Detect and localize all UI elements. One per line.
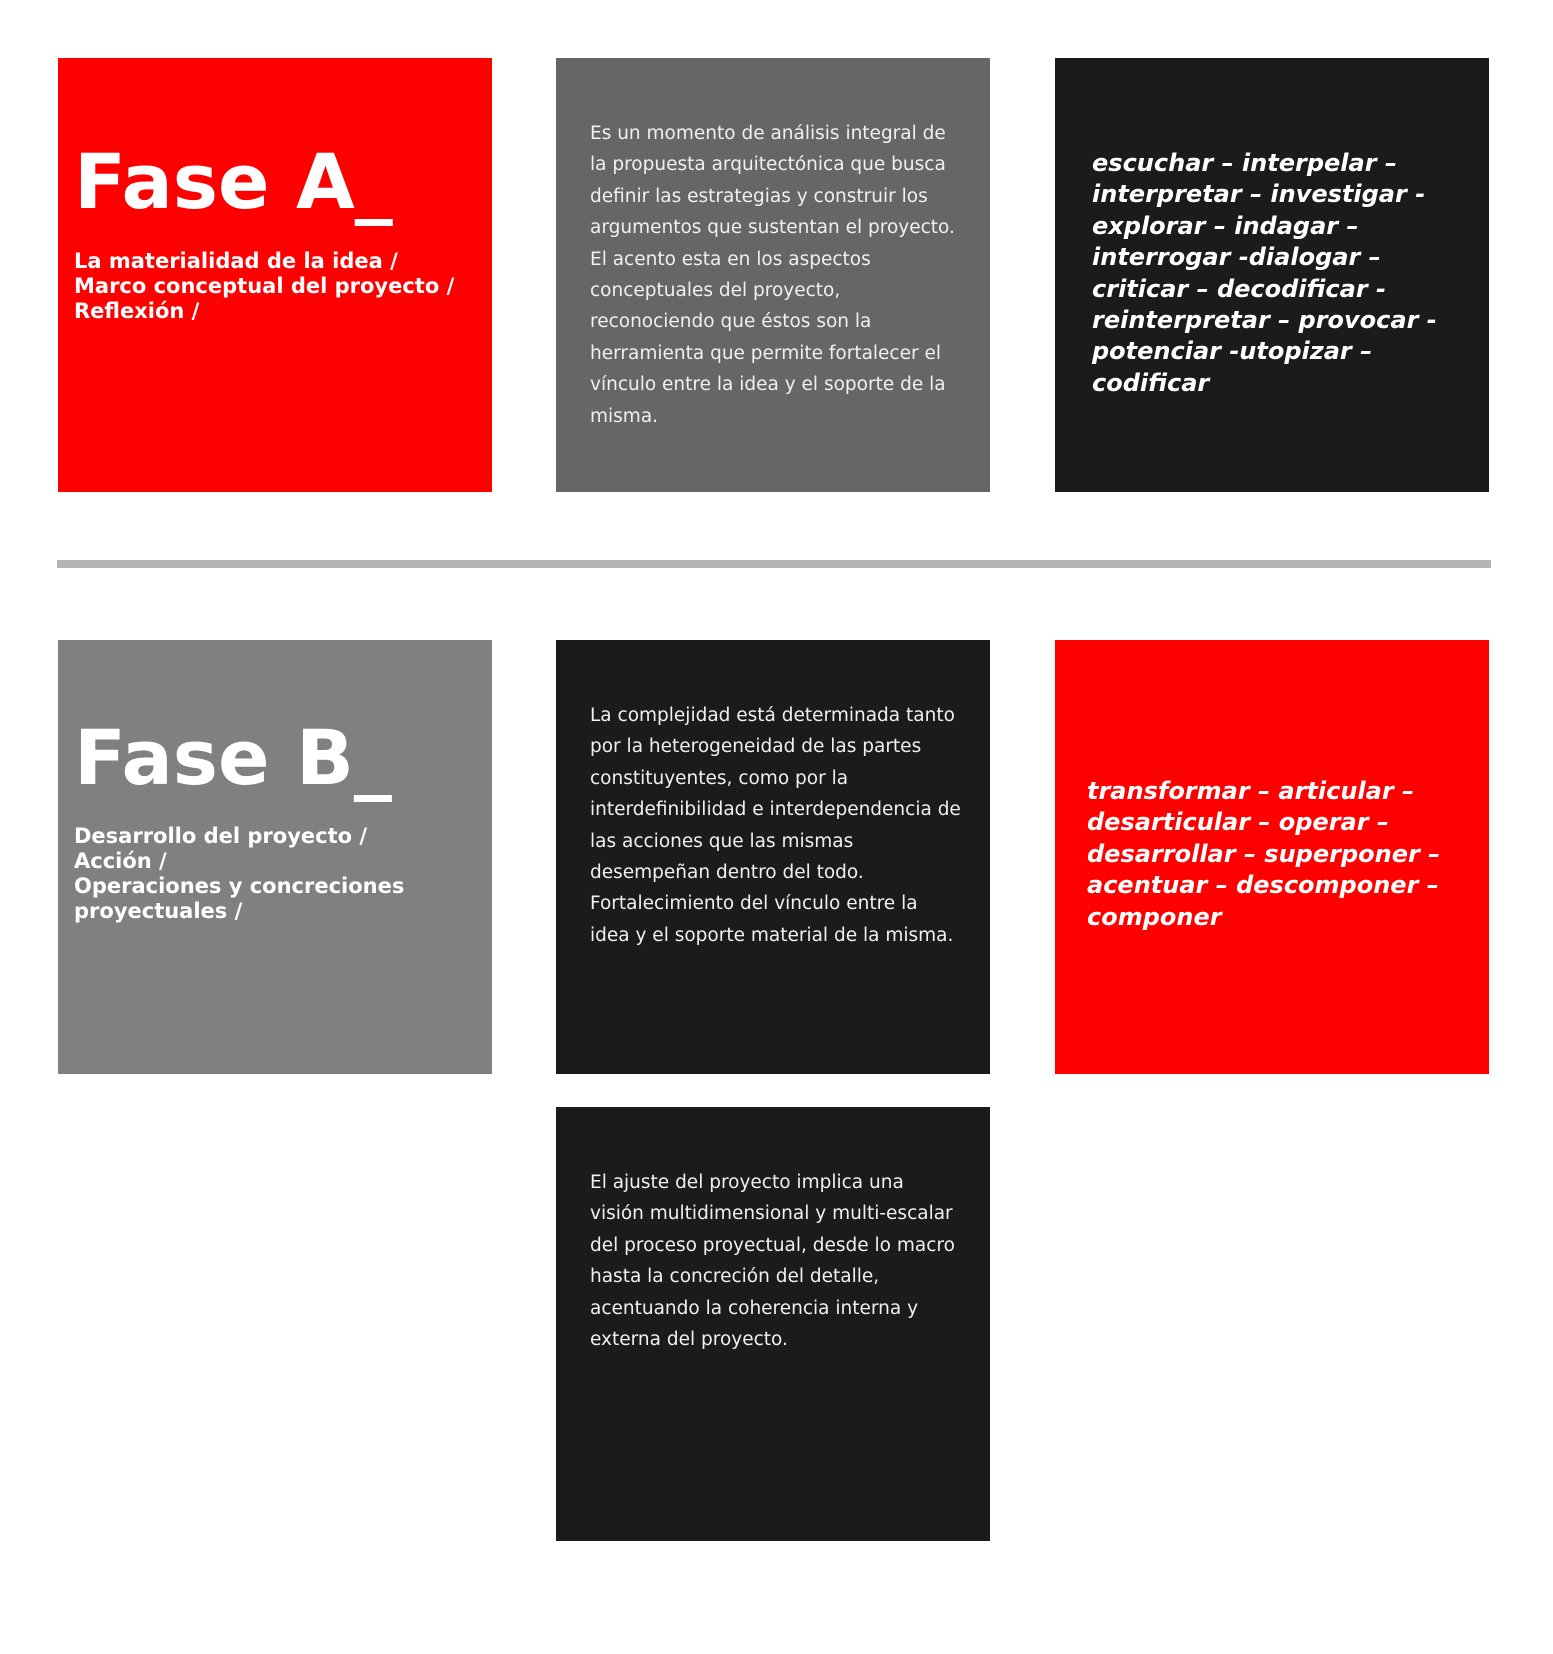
phase-b-subtitle-line: proyectuales / [74, 899, 243, 923]
phase-a-title: Fase A_ [74, 137, 393, 226]
phase-a-verbs [1092, 148, 1469, 399]
phase-b-verbs-card [1055, 640, 1489, 1074]
phase-b-description: La complejidad está determinada tanto por la heterogeneidad de las partes constituyentes, como por la interdefinibilidad e interdependencia de las acciones que las mismas desempeñan dentro del todo. Fortalecimiento del vínculo entre la idea y el soporte material de la misma. [590, 705, 961, 946]
phase-a-verb-line: interpretar – investigar - [1092, 180, 1426, 209]
phase-a-description: Es un momento de análisis integral de la propuesta arquitectónica que busca definir las estrategias y construir los argumentos que sustentan el proyecto. El acento esta en los aspectos conceptuales del proyecto, reconociendo que éstos son la herramienta que permite fortalecer el vínculo entre la idea y el soporte de la misma. [590, 123, 955, 427]
phase-a-title-card [58, 58, 492, 492]
phase-a-subtitle-line: Reflexión / [74, 299, 200, 323]
phase-a-description-card [556, 58, 990, 492]
phase-b-verb-line: desarrollar – superponer – [1087, 839, 1441, 868]
phase-a-verb-line: codificar [1092, 368, 1210, 397]
phase-a-verb-line: potenciar -utopizar – [1092, 337, 1373, 366]
phase-b-extra-description-card [556, 1107, 990, 1541]
phase-a-verb-line: reinterpretar – provocar - [1092, 306, 1437, 335]
phase-b-verb-line: transformar – articular – [1087, 777, 1415, 805]
phase-b-subtitle-line: Operaciones y concreciones [74, 874, 405, 898]
phase-a-verb-line: interrogar -dialogar – [1092, 243, 1381, 272]
phase-b-verb-line: acentuar – descomponer – [1087, 871, 1439, 900]
phase-a-subtitle-line: La materialidad de la idea / [74, 249, 398, 273]
phase-a-verb-line: escuchar – interpelar – [1092, 149, 1397, 177]
phase-a-verb-line: explorar – indagar – [1092, 211, 1359, 240]
phase-a-subtitle [74, 249, 484, 324]
phase-b-subtitle-line: Acción / [74, 849, 167, 873]
phase-a-subtitle-line: Marco conceptual del proyecto / [74, 274, 455, 298]
phase-b-subtitle-line: Desarrollo del proyecto / [74, 824, 368, 848]
phase-a-verb-line: criticar – decodificar - [1092, 274, 1386, 303]
phase-b-subtitle [74, 824, 484, 924]
phase-b-verbs [1087, 776, 1469, 933]
phase-b-verb-line: desarticular – operar – [1087, 808, 1389, 837]
phase-b-title: Fase B_ [74, 713, 392, 802]
phase-b-extra-description: El ajuste del proyecto implica una visión multidimensional y multi-escalar del proceso proyectual, desde lo macro hasta la concreción del detalle, acentuando la coherencia interna y externa del proyecto. [590, 1172, 955, 1351]
phase-b-description-card [556, 640, 990, 1074]
section-divider [57, 560, 1491, 568]
phase-a-verbs-card [1055, 58, 1489, 492]
phase-b-title-card [58, 640, 492, 1074]
phase-b-verb-line: componer [1087, 902, 1222, 931]
